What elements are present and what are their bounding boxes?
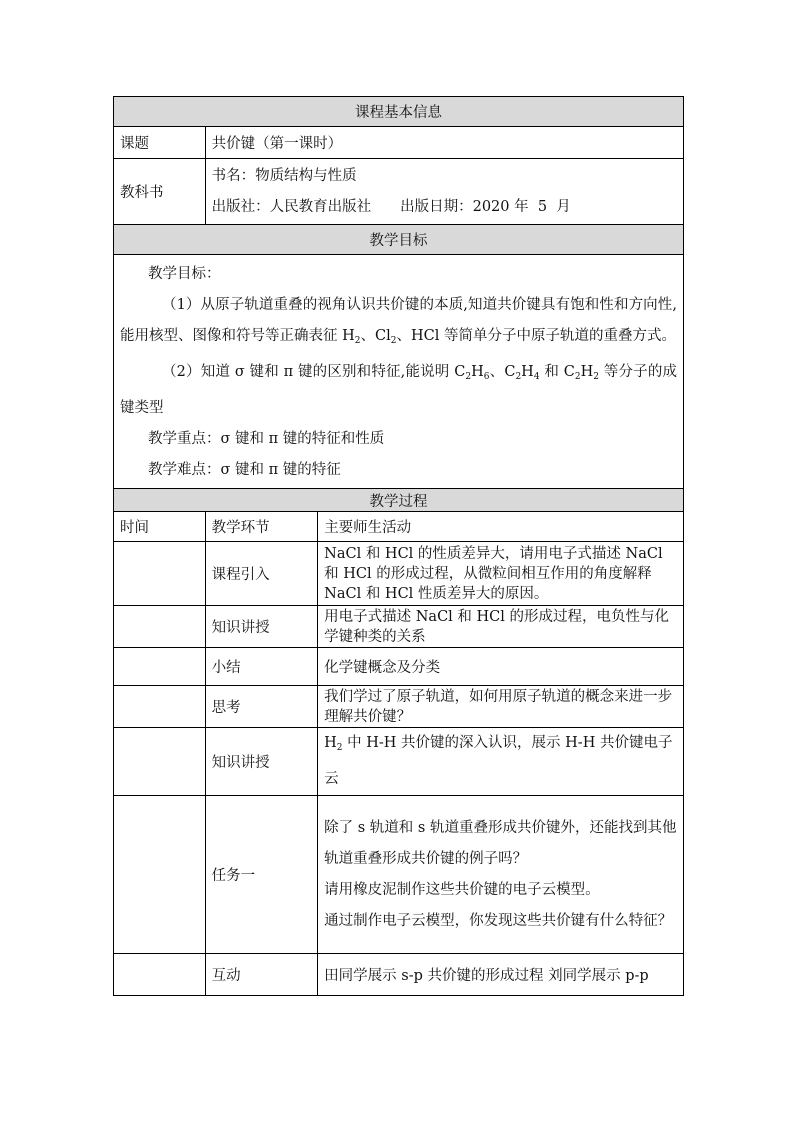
stage-cell: 知识讲授 — [205, 606, 318, 648]
time-cell — [114, 686, 206, 728]
goals-header: 教学目标 — [114, 225, 684, 255]
basic-info-header: 课程基本信息 — [114, 97, 684, 127]
activity-cell: 田同学展示 s-p 共价键的形成过程 刘同学展示 p-p — [318, 954, 684, 996]
activity-cell: $H_2$ 中 H-H 共价键的深入认识，展示 H-H 共价键电子云 — [318, 728, 684, 796]
basic-info-header-row — [114, 97, 684, 127]
stage-cell: 互动 — [205, 954, 318, 996]
topic-label: 课题 — [114, 127, 206, 159]
table-row — [114, 954, 684, 996]
time-cell — [114, 648, 206, 686]
stage-cell: 思考 — [205, 686, 318, 728]
table-row — [114, 728, 684, 796]
stage-cell: 任务一 — [205, 796, 318, 954]
textbook-label: 教科书 — [114, 159, 206, 225]
goals-row — [114, 255, 684, 489]
activity-cell: 我们学过了原子轨道，如何用原子轨道的概念来进一步理解共价键？ — [318, 686, 684, 728]
lesson-plan-table — [113, 96, 684, 996]
stage-cell: 知识讲授 — [205, 728, 318, 796]
goals-header-row — [114, 225, 684, 255]
table-row — [114, 606, 684, 648]
col-stage: 教学环节 — [205, 512, 318, 542]
activity-cell: NaCl 和 HCl 的性质差异大，请用电子式描述 NaCl 和 HCl 的形成过程，从微粒间相互作用的角度解释 NaCl 和 HCl 性质差异大的原因。 — [318, 542, 684, 606]
topic-row — [114, 127, 684, 159]
textbook-book-line: 书名：物质结构与性质 — [211, 167, 357, 184]
activity-cell: 用电子式描述 NaCl 和 HCl 的形成过程，电负性与化学键种类的关系 — [318, 606, 684, 648]
goal-1: （1）从原子轨道重叠的视角认识共价键的本质,知道共价键具有饱和性和方向性,能用核型、图像和符号等正确表征 $H_2$、$Cl_2$、HCl 等简单分子中原子轨道的重叠方式。 — [120, 297, 677, 346]
time-cell — [114, 728, 206, 796]
process-header: 教学过程 — [114, 489, 684, 512]
activity-cell — [318, 796, 684, 954]
process-header-row — [114, 489, 684, 512]
goals-difficulty: 教学难点：σ 键和 π 键的特征 — [148, 462, 341, 478]
time-cell — [114, 542, 206, 606]
table-row — [114, 648, 684, 686]
table-row — [114, 686, 684, 728]
time-cell — [114, 954, 206, 996]
activity-line: 除了 s 轨道和 s 轨道重叠形成共价键外，还能找到其他轨道重叠形成共价键的例子吗？ — [324, 819, 677, 867]
activity-cell: 化学键概念及分类 — [318, 648, 684, 686]
col-time: 时间 — [114, 512, 206, 542]
textbook-publisher-line: 出版社：人民教育出版社 出版日期：2020 年 5 月 — [211, 198, 571, 215]
topic-value: 共价键（第一课时） — [205, 127, 683, 159]
stage-cell: 小结 — [205, 648, 318, 686]
goals-key-point: 教学重点：σ 键和 π 键的特征和性质 — [148, 431, 385, 447]
textbook-info — [205, 159, 683, 225]
goals-intro: 教学目标： — [148, 266, 221, 282]
goals-cell — [114, 255, 684, 489]
activity-line: 通过制作电子云模型，你发现这些共价键有什么特征？ — [324, 912, 673, 929]
table-row — [114, 542, 684, 606]
goal-2: （2）知道 σ 键和 π 键的区别和特征,能说明 $C_2H_6$、$C_2H_4$ 和 $C_2H_2$ 等分子的成键类型 — [120, 364, 677, 416]
process-column-header-row — [114, 512, 684, 542]
time-cell — [114, 606, 206, 648]
textbook-row — [114, 159, 684, 225]
table-row — [114, 796, 684, 954]
time-cell — [114, 796, 206, 954]
activity-line: 请用橡皮泥制作这些共价键的电子云模型。 — [324, 881, 600, 898]
stage-cell: 课程引入 — [205, 542, 318, 606]
col-activity: 主要师生活动 — [318, 512, 684, 542]
